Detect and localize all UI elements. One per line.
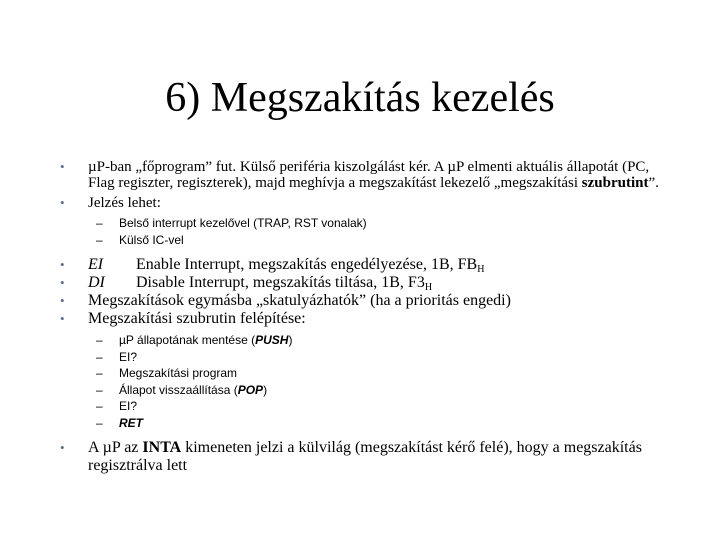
- bullet-inta: [60, 439, 660, 475]
- mnemonic-di: DI: [88, 274, 105, 291]
- sub-bullet-ei-2: [60, 398, 660, 415]
- sub-bullet-text: µP állapotának mentése (: [119, 333, 256, 347]
- bullet-ei: [60, 256, 660, 274]
- dash-marker: –: [96, 399, 103, 413]
- bullet-text: Megszakítási szubrutin felépítése:: [88, 310, 306, 327]
- dash-marker: –: [96, 415, 103, 430]
- signal-inta: INTA: [142, 439, 182, 456]
- bullet-marker: •: [60, 440, 65, 455]
- sub-bullet-text: Belső interrupt kezelővel (TRAP, RST vonalak): [119, 216, 367, 230]
- bullet-nesting: [60, 292, 660, 310]
- bullet-text-end: kimeneten jelzi a külvilág (megszakítást kérő felé), hogy a megszakítás regisztrálva lett: [88, 439, 642, 474]
- bullet-text: Megszakítások egymásba „skatulyázhatók” (ha a prioritás engedi): [88, 292, 511, 309]
- bullet-signal: [60, 195, 660, 211]
- sub-bullet-external: [60, 232, 660, 249]
- sub-bullet-text-end: ): [288, 333, 293, 347]
- bullet-marker: •: [60, 257, 65, 272]
- sub-bullet-text-end: ): [263, 382, 268, 397]
- instruction-push: PUSH: [255, 333, 289, 347]
- bullet-text: µP-ban „főprogram” fut. Külső periféria kiszolgálást kér. A µP elmenti aktuális állapotát (PC, Flag regiszter, regiszterek), majd meghívja a megszakítást lekezelő „megszakítási: [88, 159, 650, 191]
- dash-marker: –: [96, 382, 103, 397]
- bullet-marker: •: [60, 293, 65, 308]
- sub-bullet-text: Megszakítási program: [119, 366, 238, 380]
- sub-bullet-program: [60, 365, 660, 382]
- bullet-text-bold: szubrutint: [581, 175, 649, 191]
- bullet-di: [60, 274, 660, 292]
- dash-marker: –: [96, 333, 103, 347]
- sub-bullet-text: EI?: [119, 399, 138, 413]
- bullet-text: Disable Interrupt, megszakítás tiltása, 1B, F3: [136, 274, 425, 291]
- bullet-main-program: [60, 159, 660, 191]
- dash-marker: –: [96, 366, 103, 380]
- mnemonic-ei: EI: [88, 256, 104, 273]
- sub-bullet-pop: [60, 382, 660, 399]
- bullet-marker: •: [60, 159, 65, 174]
- bullet-marker: •: [60, 275, 65, 290]
- sub-bullet-internal: [60, 215, 660, 232]
- slide-title: 6) Megszakítás kezelés: [165, 75, 555, 121]
- subscript: H: [424, 282, 433, 293]
- bullet-subroutine-structure: [60, 310, 660, 328]
- bullet-text: Jelzés lehet:: [88, 195, 161, 211]
- sub-bullet-ei-1: [60, 349, 660, 366]
- instruction-pop: POP: [237, 382, 264, 397]
- bullet-text: A µP az: [88, 439, 143, 456]
- subscript: H: [477, 264, 485, 275]
- sub-bullet-text: Külső IC-vel: [119, 232, 184, 247]
- instruction-ret: RET: [119, 415, 143, 430]
- slide-content: [60, 159, 660, 475]
- dash-marker: –: [96, 232, 103, 247]
- bullet-marker: •: [60, 195, 65, 210]
- dash-marker: –: [96, 216, 103, 230]
- bullet-marker: •: [60, 311, 65, 326]
- dash-marker: –: [96, 349, 103, 364]
- sub-bullet-push: [60, 332, 660, 349]
- sub-bullet-text: Állapot visszaállítása (: [119, 382, 238, 397]
- bullet-text-end: ”.: [648, 175, 659, 191]
- sub-bullet-text: EI?: [119, 349, 138, 364]
- sub-bullet-ret: [60, 415, 660, 432]
- bullet-text: Enable Interrupt, megszakítás engedélyezése, 1B, FB: [136, 256, 478, 273]
